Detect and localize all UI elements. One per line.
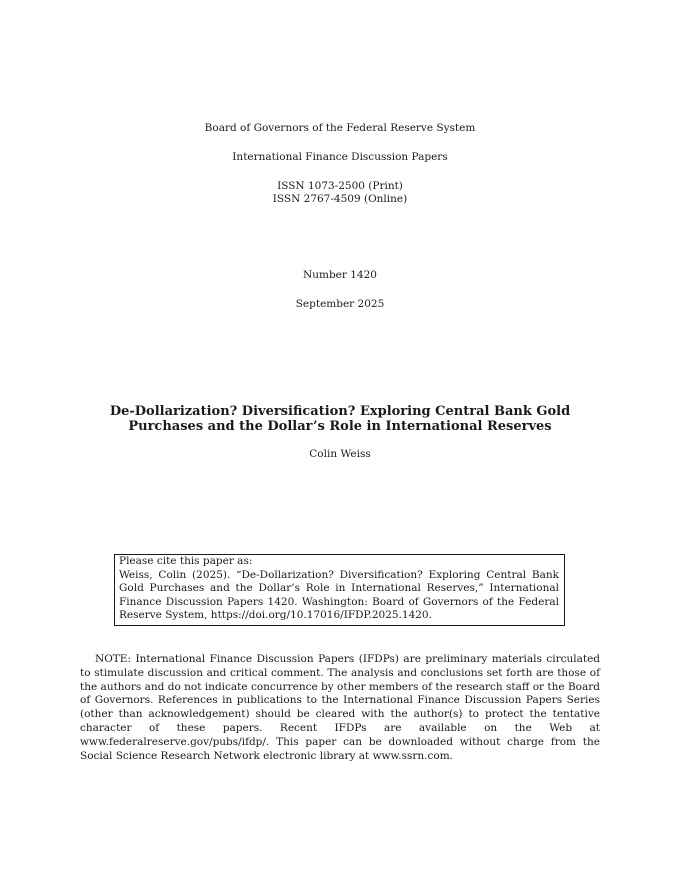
paper-date: September 2025 (295, 298, 385, 310)
citation-heading: Please cite this paper as: (119, 555, 253, 567)
institution-name: Board of Governors of the Federal Reserve System (204, 122, 476, 134)
citation-text: Weiss, Colin (2025). “De-Dollarization? Diversification? Exploring Central Bank Gold Purchases and the Dollar’s Role in International Reserves,” International Finance Discussion Papers 1420. Washington: Board of Governors of the Federal Reserve System, https://doi.org/10.17016/IFDP.2025.1420. (119, 568, 559, 621)
disclaimer-note: NOTE: International Finance Discussion Papers (IFDPs) are preliminary materials circulated to stimulate discussion and critical comment. The analysis and conclusions set forth are those of the authors and do not indicate concurrence by other members of the research staff or the Board of Governors. References in publications to the International Finance Discussion Papers Series (other than acknowledgement) should be cleared with the author(s) to protect the tentative character of these papers. Recent IFDPs are available on the Web at www.federalreserve.gov/pubs/ifdp/. This paper can be downloaded without charge from the Social Science Research Network electronic library at www.ssrn.com. (80, 653, 600, 762)
author-name: Colin Weiss (309, 448, 371, 460)
paper-title: De-Dollarization? Diversification? Exploring Central Bank Gold Purchases and the Dollar’s Role in International Reserves (109, 404, 571, 434)
issn-print: ISSN 1073-2500 (Print) (277, 180, 403, 192)
paper-number: Number 1420 (303, 269, 377, 281)
series-name: International Finance Discussion Papers (232, 151, 448, 163)
citation-box (114, 554, 565, 626)
issn-online: ISSN 2767-4509 (Online) (272, 193, 408, 205)
